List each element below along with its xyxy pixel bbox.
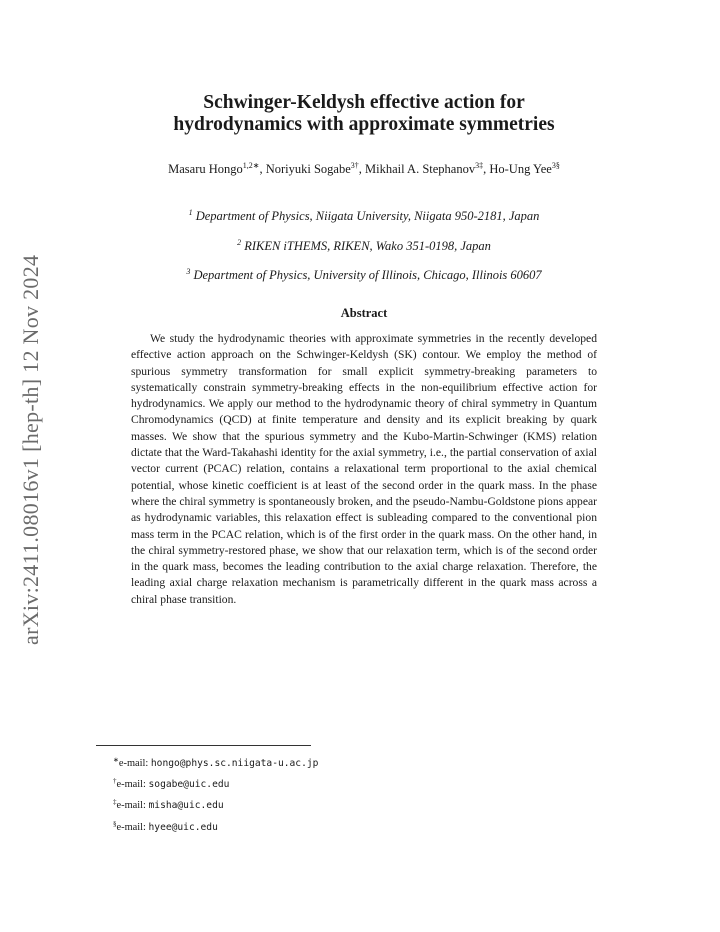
footnote-email[interactable]: sogabe@uic.edu <box>148 779 230 790</box>
abstract-body: We study the hydrodynamic theories with approximate symmetries in the recently developed effective action approach on the Schwinger-Keldysh (SK) contour. We employ the method of spurious symmetry transformation for small explicit symmetry-breaking parameters to systematically constrain symmetry-breaking effects in the non-equilibrium effective action for hydrodynamics. We apply our method to the hydrodynamic theory of chiral symmetry in Quantum Chromodynamics (QCD) at finite temperature and density and its explicit breaking by quark masses. We show that the spurious symmetry and the Kubo-Martin-Schwinger (KMS) relation dictate that the Ward-Takahashi identity for the axial symmetry, i.e., the partial conservation of axial vector current (PCAC) relation, contains a relaxational term proportional to the axial chemical potential, whose kinetic coefficient is at least of the second order in the quark mass. In the phase where the chiral symmetry is spontaneously broken, and the pseudo-Nambu-Goldstone pions appear as hydrodynamic variables, this relaxation effect is subleading compared to the conventional pion mass term in the PCAC relation, which is of the first order in the quark mass. On the other hand, in the chiral symmetry-restored phase, we show that our relaxation term, which is of the second order in the quark mass, becomes the leading contribution to the axial charge relaxation. Therefore, the leading axial charge relaxation mechanism is parametrically different in the quark mass across a chiral phase transition. <box>131 332 597 606</box>
affiliation-text: Department of Physics, Niigata University, Niigata 950-2181, Japan <box>195 209 540 223</box>
affiliation-1 <box>100 208 628 224</box>
footnote-email[interactable]: hyee@uic.edu <box>148 822 218 833</box>
author-name: Masaru Hongo <box>168 162 243 176</box>
author-affil-mark: 3‡ <box>475 161 484 170</box>
author-separator: , <box>483 162 490 176</box>
affiliation-text: Department of Physics, University of Illinois, Chicago, Illinois 60607 <box>193 268 542 282</box>
affiliation-number: 2 <box>237 238 242 247</box>
footnote-rule <box>96 745 311 746</box>
title-line-2: hydrodynamics with approximate symmetries <box>173 114 555 135</box>
author-separator: , <box>358 162 366 176</box>
footnote-2 <box>113 777 229 790</box>
arxiv-stamp: arXiv:2411.08016v1 [hep-th] 12 Nov 2024 <box>18 254 43 645</box>
affiliation-3 <box>100 267 628 283</box>
author-affil-mark: 3† <box>350 161 359 170</box>
author-affil-mark: 3§ <box>551 161 560 170</box>
abstract-heading: Abstract <box>340 306 388 320</box>
footnote-mark: ∗ <box>113 756 119 764</box>
author-name: Ho-Ung Yee <box>489 162 552 176</box>
author-list <box>100 161 628 177</box>
title-line-1: Schwinger-Keldysh effective action for <box>203 92 525 113</box>
footnote-mark: § <box>113 820 117 828</box>
author-separator: , <box>259 162 266 176</box>
footnote-3 <box>113 798 224 811</box>
affiliation-number: 1 <box>188 208 193 217</box>
affiliation-2 <box>100 238 628 254</box>
footnote-mark: † <box>113 777 117 785</box>
footnote-mark: ‡ <box>113 798 117 806</box>
affiliation-number: 3 <box>186 267 191 276</box>
footnote-label: e-mail: <box>118 758 151 769</box>
author-affil-mark: 1,2∗ <box>242 161 260 170</box>
footnote-label: e-mail: <box>116 822 149 833</box>
footnote-4 <box>113 820 218 833</box>
author-name: Mikhail A. Stephanov <box>365 162 476 176</box>
footnote-email[interactable]: misha@uic.edu <box>148 800 224 811</box>
author-name: Noriyuki Sogabe <box>265 162 351 176</box>
footnote-1 <box>113 756 318 769</box>
footnote-email[interactable]: hongo@phys.sc.niigata-u.ac.jp <box>150 758 319 769</box>
footnote-label: e-mail: <box>116 800 149 811</box>
paper-title <box>100 92 628 136</box>
affiliation-text: RIKEN iTHEMS, RIKEN, Wako 351-0198, Japan <box>244 239 491 253</box>
footnote-label: e-mail: <box>116 779 149 790</box>
